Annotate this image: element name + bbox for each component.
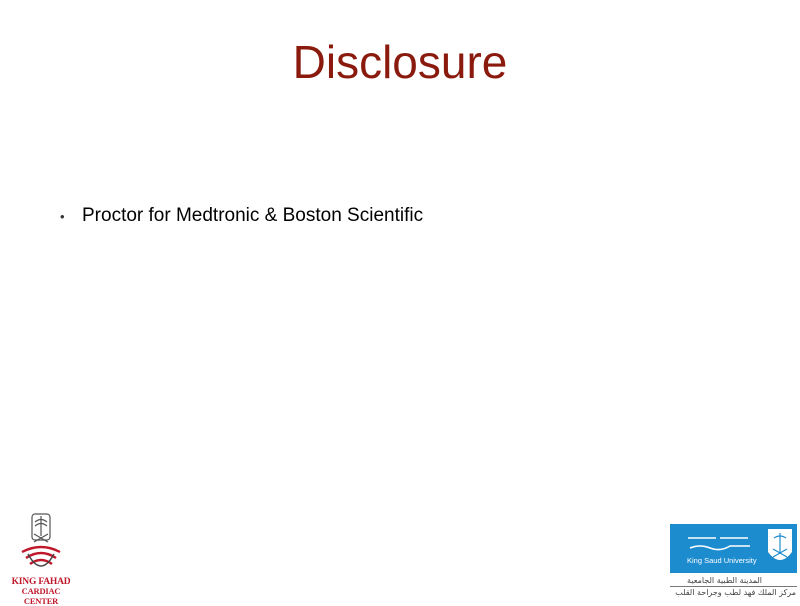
kfcc-emblem-icon (4, 508, 78, 578)
king-fahad-cardiac-center-logo (4, 508, 78, 606)
ksu-arabic-line1: المدينة الطبية الجامعية (687, 576, 762, 585)
ksu-emblem-icon (670, 524, 797, 573)
king-saud-university-logo (670, 524, 798, 598)
bullet-list (60, 205, 423, 227)
kfcc-name-line1: KING FAHAD (11, 577, 71, 587)
ksu-english-name: King Saud University (687, 556, 757, 565)
kfcc-name-line2: CARDIAC CENTER (21, 586, 61, 606)
ksu-arabic-line2: مركز الملك فهد لطب وجراحة القلب (675, 588, 796, 597)
ksu-logo-box (670, 524, 797, 573)
bullet-text: Proctor for Medtronic & Boston Scientific (82, 205, 424, 226)
slide-title: Disclosure (292, 36, 508, 88)
bullet-item (60, 205, 423, 227)
ksu-divider (670, 586, 797, 587)
bullet-icon: • (60, 208, 65, 224)
